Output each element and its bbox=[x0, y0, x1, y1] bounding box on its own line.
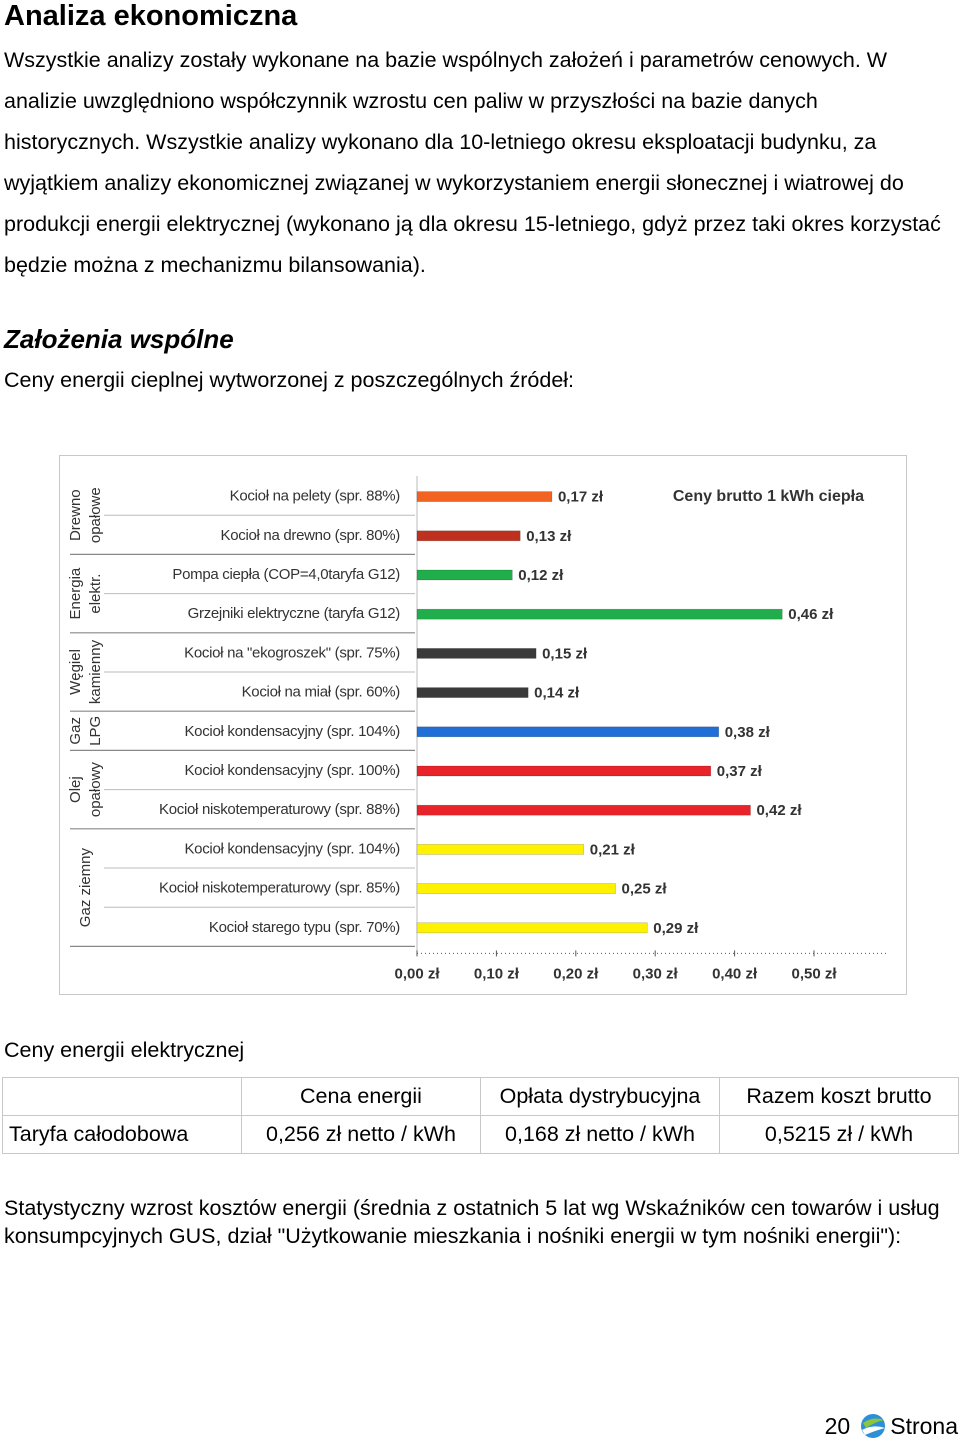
category-label: Kocioł kondensacyjny (spr. 104%) bbox=[184, 722, 400, 740]
page-footer bbox=[825, 1410, 958, 1442]
category-label: Kocioł kondensacyjny (spr. 104%) bbox=[184, 840, 400, 858]
table-row bbox=[3, 1116, 959, 1154]
value-label: 0,25 zł bbox=[621, 880, 667, 898]
table-header-cell: Opłata dystrybucyjna bbox=[481, 1078, 720, 1116]
group-label: Energia bbox=[66, 567, 84, 620]
heat-price-chart bbox=[59, 455, 907, 995]
bar bbox=[417, 648, 536, 658]
group-label: Gaz bbox=[66, 717, 84, 745]
table-cell: Taryfa całodobowa bbox=[3, 1116, 242, 1154]
group-label: Gaz ziemny bbox=[76, 847, 94, 928]
value-label: 0,38 zł bbox=[724, 723, 770, 741]
group-label: LPG bbox=[86, 715, 104, 746]
bar bbox=[417, 570, 512, 580]
bar bbox=[417, 609, 782, 619]
bar bbox=[417, 884, 616, 894]
x-tick-label: 0,10 zł bbox=[473, 965, 519, 983]
category-label: Kocioł starego typu (spr. 70%) bbox=[208, 918, 400, 936]
value-label: 0,15 zł bbox=[542, 645, 588, 663]
category-label: Grzejniki elektryczne (taryfa G12) bbox=[187, 605, 400, 623]
table-header-row bbox=[3, 1078, 959, 1116]
value-label: 0,13 zł bbox=[526, 527, 572, 545]
table-cell: 0,168 zł netto / kWh bbox=[481, 1116, 720, 1154]
statistics-paragraph: Statystyczny wzrost kosztów energii (średnia z ostatnich 5 lat wg Wskaźników cen towarów i usług konsumpcyjnych GUS, dział "Użytkowanie mieszkania i nośniki energii w tym nośniki energii"): bbox=[4, 1196, 940, 1248]
group-label: elektr. bbox=[86, 573, 104, 614]
page-number: 20 bbox=[824, 1412, 851, 1439]
x-tick-label: 0,20 zł bbox=[553, 965, 599, 983]
value-label: 0,46 zł bbox=[788, 606, 834, 624]
value-label: 0,12 zł bbox=[518, 566, 564, 584]
chart-title: Ceny brutto 1 kWh ciepła bbox=[672, 487, 864, 505]
electricity-title: Ceny energii elektrycznej bbox=[4, 1038, 245, 1062]
category-label: Kocioł na "ekogroszek" (spr. 75%) bbox=[184, 644, 400, 662]
x-tick-label: 0,40 zł bbox=[712, 965, 758, 983]
table-cell: 0,256 zł netto / kWh bbox=[242, 1116, 481, 1154]
group-label: opałowy bbox=[86, 762, 104, 818]
value-label: 0,21 zł bbox=[589, 841, 635, 859]
category-label: Kocioł niskotemperaturowy (spr. 88%) bbox=[159, 801, 400, 819]
category-label: Kocioł na miał (spr. 60%) bbox=[241, 683, 400, 701]
bar bbox=[417, 805, 750, 815]
table-header-cell: Razem koszt brutto bbox=[720, 1078, 959, 1116]
x-tick-label: 0,50 zł bbox=[791, 965, 837, 983]
category-label: Kocioł niskotemperaturowy (spr. 85%) bbox=[159, 879, 400, 897]
page-title: Analiza ekonomiczna bbox=[4, 0, 298, 32]
value-label: 0,29 zł bbox=[653, 919, 699, 937]
group-label: Węgiel bbox=[66, 649, 84, 695]
category-label: Kocioł kondensacyjny (spr. 100%) bbox=[184, 761, 400, 779]
electricity-table bbox=[2, 1077, 959, 1154]
group-label: Drewno bbox=[66, 489, 84, 542]
bar bbox=[417, 923, 647, 933]
group-label: Olej bbox=[66, 776, 84, 803]
bar bbox=[417, 531, 520, 541]
value-label: 0,17 zł bbox=[557, 488, 604, 506]
globe-logo-icon bbox=[858, 1411, 888, 1441]
category-label: Kocioł na pelety (spr. 88%) bbox=[229, 487, 400, 505]
bar bbox=[417, 492, 552, 502]
bar bbox=[417, 766, 711, 776]
bar bbox=[417, 727, 719, 737]
x-tick-label: 0,30 zł bbox=[632, 965, 678, 983]
category-label: Kocioł na drewno (spr. 80%) bbox=[220, 526, 400, 544]
table-header-cell: Cena energii bbox=[242, 1078, 481, 1116]
group-label: kamienny bbox=[86, 639, 104, 705]
chart-intro: Ceny energii cieplnej wytworzonej z poszczególnych źródeł: bbox=[4, 368, 575, 392]
bar bbox=[417, 844, 584, 854]
value-label: 0,42 zł bbox=[756, 802, 802, 820]
table-header-cell bbox=[3, 1078, 242, 1116]
value-label: 0,14 zł bbox=[534, 684, 580, 702]
section-heading: Założenia wspólne bbox=[4, 324, 234, 354]
bar bbox=[417, 688, 528, 698]
brand-name: Strona bbox=[890, 1412, 958, 1439]
heat-price-chart-svg bbox=[60, 456, 906, 994]
category-label: Pompa ciepła (COP=4,0taryfa G12) bbox=[172, 565, 400, 583]
x-tick-label: 0,00 zł bbox=[394, 965, 440, 983]
table-cell: 0,5215 zł / kWh bbox=[720, 1116, 959, 1154]
group-label: opałowe bbox=[86, 487, 104, 544]
value-label: 0,37 zł bbox=[716, 762, 762, 780]
intro-paragraph: Wszystkie analizy zostały wykonane na bazie wspólnych założeń i parametrów cenowych. W analizie uwzględniono współczynnik wzrostu cen paliw w przyszłości na bazie danych historycznych. Wszystkie analizy wykonano dla 10-letniego okresu eksploatacji budynku, za wyjątkiem analizy ekonomicznej związanej w wykorzystaniem energii słonecznej i wiatrowej do produkcji energii elektrycznej (wykonano ją dla okresu 15-letniego, gdyż przez taki okres korzystać będzie można z mechanizmu bilansowania). bbox=[4, 48, 941, 277]
